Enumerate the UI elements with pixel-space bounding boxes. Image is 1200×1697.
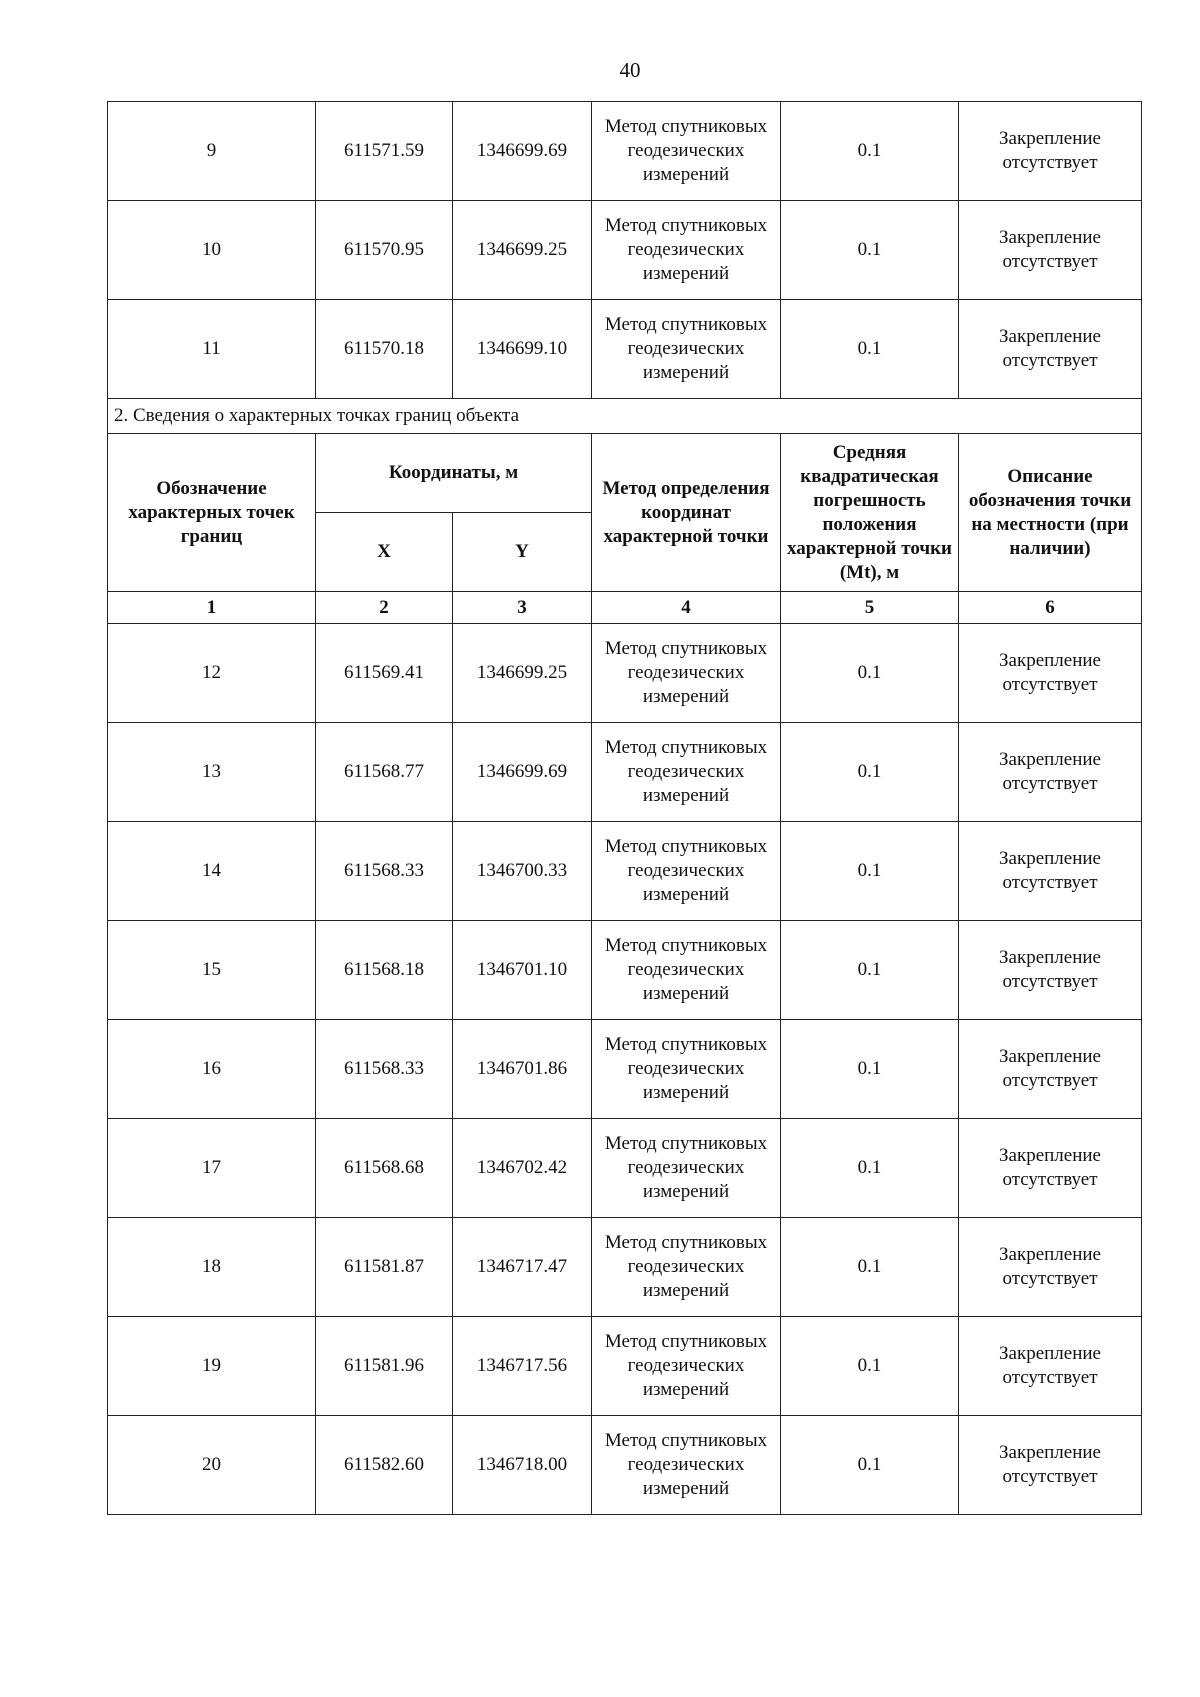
- error-cell: 0.1: [781, 300, 959, 399]
- method-cell: Метод спутниковых геодезических измерений: [592, 1020, 781, 1119]
- description-cell: Закрепление отсутствует: [959, 822, 1142, 921]
- description-cell: Закрепление отсутствует: [959, 1020, 1142, 1119]
- boundary-points-table: [107, 101, 1142, 1515]
- column-number: 1: [108, 592, 316, 624]
- description-cell: Закрепление отсутствует: [959, 1317, 1142, 1416]
- description-cell: Закрепление отсутствует: [959, 1218, 1142, 1317]
- table-row: [108, 102, 1142, 201]
- method-cell: Метод спутниковых геодезических измерений: [592, 1317, 781, 1416]
- x-coordinate-cell: 611568.68: [316, 1119, 453, 1218]
- y-coordinate-cell: 1346702.42: [453, 1119, 592, 1218]
- table-row: [108, 1020, 1142, 1119]
- error-cell: 0.1: [781, 723, 959, 822]
- description-cell: Закрепление отсутствует: [959, 624, 1142, 723]
- point-designation-cell: 13: [108, 723, 316, 822]
- section-two: [108, 399, 1142, 624]
- table-row: [108, 723, 1142, 822]
- point-designation-cell: 18: [108, 1218, 316, 1317]
- x-coordinate-cell: 611582.60: [316, 1416, 453, 1515]
- section-caption: 2. Сведения о характерных точках границ объекта: [108, 399, 1142, 434]
- header-method: Метод определения координат характерной точки: [592, 434, 781, 592]
- point-designation-cell: 19: [108, 1317, 316, 1416]
- y-coordinate-cell: 1346699.10: [453, 300, 592, 399]
- method-cell: Метод спутниковых геодезических измерений: [592, 102, 781, 201]
- point-designation-cell: 11: [108, 300, 316, 399]
- point-designation-cell: 12: [108, 624, 316, 723]
- error-cell: 0.1: [781, 201, 959, 300]
- x-coordinate-cell: 611571.59: [316, 102, 453, 201]
- point-designation-cell: 20: [108, 1416, 316, 1515]
- column-number: 3: [453, 592, 592, 624]
- y-coordinate-cell: 1346701.86: [453, 1020, 592, 1119]
- method-cell: Метод спутниковых геодезических измерений: [592, 1416, 781, 1515]
- x-coordinate-cell: 611570.95: [316, 201, 453, 300]
- error-cell: 0.1: [781, 1119, 959, 1218]
- description-cell: Закрепление отсутствует: [959, 921, 1142, 1020]
- column-number: 2: [316, 592, 453, 624]
- header-x: X: [316, 513, 453, 592]
- y-coordinate-cell: 1346699.25: [453, 624, 592, 723]
- error-cell: 0.1: [781, 1317, 959, 1416]
- point-designation-cell: 15: [108, 921, 316, 1020]
- point-designation-cell: 16: [108, 1020, 316, 1119]
- point-designation-cell: 14: [108, 822, 316, 921]
- error-cell: 0.1: [781, 624, 959, 723]
- y-coordinate-cell: 1346700.33: [453, 822, 592, 921]
- header-point-designation: Обозначение характерных точек границ: [108, 434, 316, 592]
- point-designation-cell: 9: [108, 102, 316, 201]
- method-cell: Метод спутниковых геодезических измерений: [592, 201, 781, 300]
- y-coordinate-cell: 1346701.10: [453, 921, 592, 1020]
- y-coordinate-cell: 1346699.69: [453, 723, 592, 822]
- x-coordinate-cell: 611568.77: [316, 723, 453, 822]
- bottom-rows: [108, 624, 1142, 1515]
- table-row: [108, 300, 1142, 399]
- description-cell: Закрепление отсутствует: [959, 300, 1142, 399]
- column-number: 6: [959, 592, 1142, 624]
- header-coordinates: Координаты, м: [316, 434, 592, 513]
- column-number: 5: [781, 592, 959, 624]
- x-coordinate-cell: 611581.96: [316, 1317, 453, 1416]
- description-cell: Закрепление отсутствует: [959, 723, 1142, 822]
- table-row: [108, 1317, 1142, 1416]
- header-y: Y: [453, 513, 592, 592]
- method-cell: Метод спутниковых геодезических измерений: [592, 624, 781, 723]
- top-rows: [108, 102, 1142, 399]
- table-header: [108, 434, 1142, 513]
- description-cell: Закрепление отсутствует: [959, 102, 1142, 201]
- x-coordinate-cell: 611581.87: [316, 1218, 453, 1317]
- error-cell: 0.1: [781, 102, 959, 201]
- point-designation-cell: 17: [108, 1119, 316, 1218]
- error-cell: 0.1: [781, 1416, 959, 1515]
- method-cell: Метод спутниковых геодезических измерений: [592, 300, 781, 399]
- y-coordinate-cell: 1346717.56: [453, 1317, 592, 1416]
- table-row: [108, 822, 1142, 921]
- description-cell: Закрепление отсутствует: [959, 1416, 1142, 1515]
- y-coordinate-cell: 1346699.69: [453, 102, 592, 201]
- table-row: [108, 201, 1142, 300]
- error-cell: 0.1: [781, 822, 959, 921]
- x-coordinate-cell: 611570.18: [316, 300, 453, 399]
- column-number: 4: [592, 592, 781, 624]
- method-cell: Метод спутниковых геодезических измерений: [592, 723, 781, 822]
- header-description: Описание обозначения точки на местности (при наличии): [959, 434, 1142, 592]
- x-coordinate-cell: 611568.33: [316, 822, 453, 921]
- table-row: [108, 1416, 1142, 1515]
- description-cell: Закрепление отсутствует: [959, 1119, 1142, 1218]
- y-coordinate-cell: 1346718.00: [453, 1416, 592, 1515]
- header-error: Средняя квадратическая погрешность положения характерной точки (Mt), м: [781, 434, 959, 592]
- table-row: [108, 921, 1142, 1020]
- x-coordinate-cell: 611568.18: [316, 921, 453, 1020]
- page-number: 40: [619, 58, 641, 82]
- table-row: [108, 624, 1142, 723]
- y-coordinate-cell: 1346699.25: [453, 201, 592, 300]
- method-cell: Метод спутниковых геодезических измерений: [592, 822, 781, 921]
- table-row: [108, 1119, 1142, 1218]
- method-cell: Метод спутниковых геодезических измерений: [592, 921, 781, 1020]
- y-coordinate-cell: 1346717.47: [453, 1218, 592, 1317]
- method-cell: Метод спутниковых геодезических измерений: [592, 1218, 781, 1317]
- x-coordinate-cell: 611568.33: [316, 1020, 453, 1119]
- method-cell: Метод спутниковых геодезических измерений: [592, 1119, 781, 1218]
- error-cell: 0.1: [781, 921, 959, 1020]
- x-coordinate-cell: 611569.41: [316, 624, 453, 723]
- error-cell: 0.1: [781, 1020, 959, 1119]
- description-cell: Закрепление отсутствует: [959, 201, 1142, 300]
- error-cell: 0.1: [781, 1218, 959, 1317]
- table-row: [108, 1218, 1142, 1317]
- point-designation-cell: 10: [108, 201, 316, 300]
- column-numbers-row: [108, 592, 1142, 624]
